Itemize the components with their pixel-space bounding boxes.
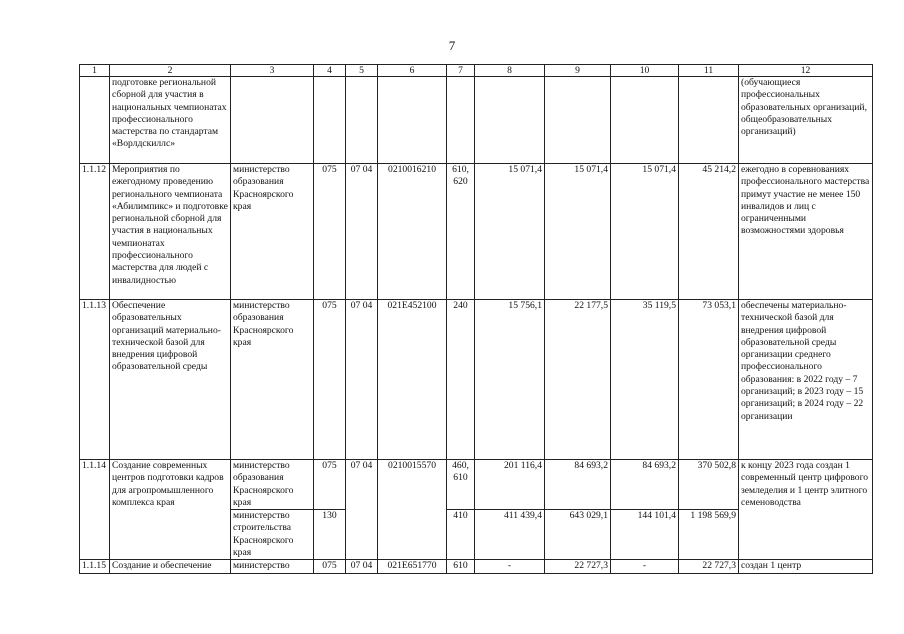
vr-code: 240 — [447, 300, 475, 460]
amount-total: 22 727,3 — [679, 560, 739, 574]
rzpr-code: 07 04 — [346, 560, 378, 574]
vr-code: 610, 620 — [447, 164, 475, 300]
csr-code: 021E651770 — [378, 560, 447, 574]
amount-2024: 15 071,4 — [611, 164, 679, 300]
executor: министерство образования Красноярского края — [231, 300, 314, 460]
row-number: 1.1.12 — [80, 164, 110, 300]
csr-code: 021E452100 — [378, 300, 447, 460]
amount-total: 73 053,1 — [679, 300, 739, 460]
amount-2024: - — [611, 560, 679, 574]
amount-2023: 22 727,3 — [545, 560, 611, 574]
csr-code: 0210016210 — [378, 164, 447, 300]
amount-2022: 201 116,4 — [475, 460, 545, 510]
amount-2023: 15 071,4 — [545, 164, 611, 300]
column-number: 8 — [475, 65, 545, 77]
amount-2023: 643 029,1 — [545, 510, 611, 560]
activity-name: Обеспечение образовательных организаций материально-технической базой для внедрения цифровой образовательной среды — [110, 300, 231, 460]
amount-total: 1 198 569,9 — [679, 510, 739, 560]
expected-result: (обучающиеся профессиональных образовательных организаций, общеобразовательных организаций) — [739, 77, 873, 164]
expected-result: к концу 2023 года создан 1 современный центр цифрового земледелия и 1 центр элитного семеноводства — [739, 460, 873, 560]
column-number: 2 — [110, 65, 231, 77]
row-number: 1.1.14 — [80, 460, 110, 560]
amount-2024: 35 119,5 — [611, 300, 679, 460]
table-row — [80, 77, 873, 164]
table-row — [80, 164, 873, 300]
column-number: 4 — [314, 65, 346, 77]
column-number: 3 — [231, 65, 314, 77]
grbs-code: 075 — [314, 164, 346, 300]
amount-2023: 84 693,2 — [545, 460, 611, 510]
vr-code: 460, 610 — [447, 460, 475, 510]
expected-result: создан 1 центр — [739, 560, 873, 574]
vr-code: 410 — [447, 510, 475, 560]
table-row — [80, 560, 873, 574]
amount-2023: 22 177,5 — [545, 300, 611, 460]
column-number: 1 — [80, 65, 110, 77]
column-number: 10 — [611, 65, 679, 77]
table-row — [80, 300, 873, 460]
executor: министерство строительства Красноярского края — [231, 510, 314, 560]
amount-2022: 411 439,4 — [475, 510, 545, 560]
activity-name: Мероприятия по ежегодному проведению регионального чемпионата «Абилимпикс» и подготовке региональной сборной для участия в национальных чемпионатах профессионального мастерства для людей с инвалидностью — [110, 164, 231, 300]
rzpr-code: 07 04 — [346, 460, 378, 560]
amount-2024: 84 693,2 — [611, 460, 679, 510]
amount-total: 370 502,8 — [679, 460, 739, 510]
activity-name: Создание и обеспечение — [110, 560, 231, 574]
grbs-code: 075 — [314, 300, 346, 460]
program-activities-table — [79, 64, 873, 574]
amount-2024: 144 101,4 — [611, 510, 679, 560]
activity-name: Создание современных центров подготовки кадров для агропромышленного комплекса края — [110, 460, 231, 560]
column-number: 12 — [739, 65, 873, 77]
column-number: 7 — [447, 65, 475, 77]
executor: министерство — [231, 560, 314, 574]
vr-code: 610 — [447, 560, 475, 574]
csr-code: 0210015570 — [378, 460, 447, 560]
row-number: 1.1.15 — [80, 560, 110, 574]
expected-result: обеспечены материально-технической базой для внедрения цифровой образовательной среды организации среднего профессионального образования: в 2022 году – 7 организаций; в 2023 году – 15 организаций; в 2024 году – 22 организации — [739, 300, 873, 460]
executor: министерство образования Красноярского края — [231, 164, 314, 300]
activity-name: подготовке региональной сборной для участия в национальных чемпионатах профессионального мастерства по стандартам «Ворлдскиллс» — [110, 77, 231, 164]
column-number-row — [80, 65, 873, 77]
page-number: 7 — [448, 38, 456, 53]
column-number: 6 — [378, 65, 447, 77]
column-number: 11 — [679, 65, 739, 77]
executor: министерство образования Красноярского края — [231, 460, 314, 510]
rzpr-code: 07 04 — [346, 300, 378, 460]
row-number: 1.1.13 — [80, 300, 110, 460]
table-row — [80, 460, 873, 510]
column-number: 9 — [545, 65, 611, 77]
rzpr-code: 07 04 — [346, 164, 378, 300]
expected-result: ежегодно в соревнованиях профессионального мастерства примут участие не менее 150 инвалидов и лиц с ограниченными возможностями здоровья — [739, 164, 873, 300]
grbs-code: 075 — [314, 460, 346, 510]
amount-2022: 15 071,4 — [475, 164, 545, 300]
amount-2022: 15 756,1 — [475, 300, 545, 460]
column-number: 5 — [346, 65, 378, 77]
amount-total: 45 214,2 — [679, 164, 739, 300]
amount-2022: - — [475, 560, 545, 574]
grbs-code: 075 — [314, 560, 346, 574]
grbs-code: 130 — [314, 510, 346, 560]
